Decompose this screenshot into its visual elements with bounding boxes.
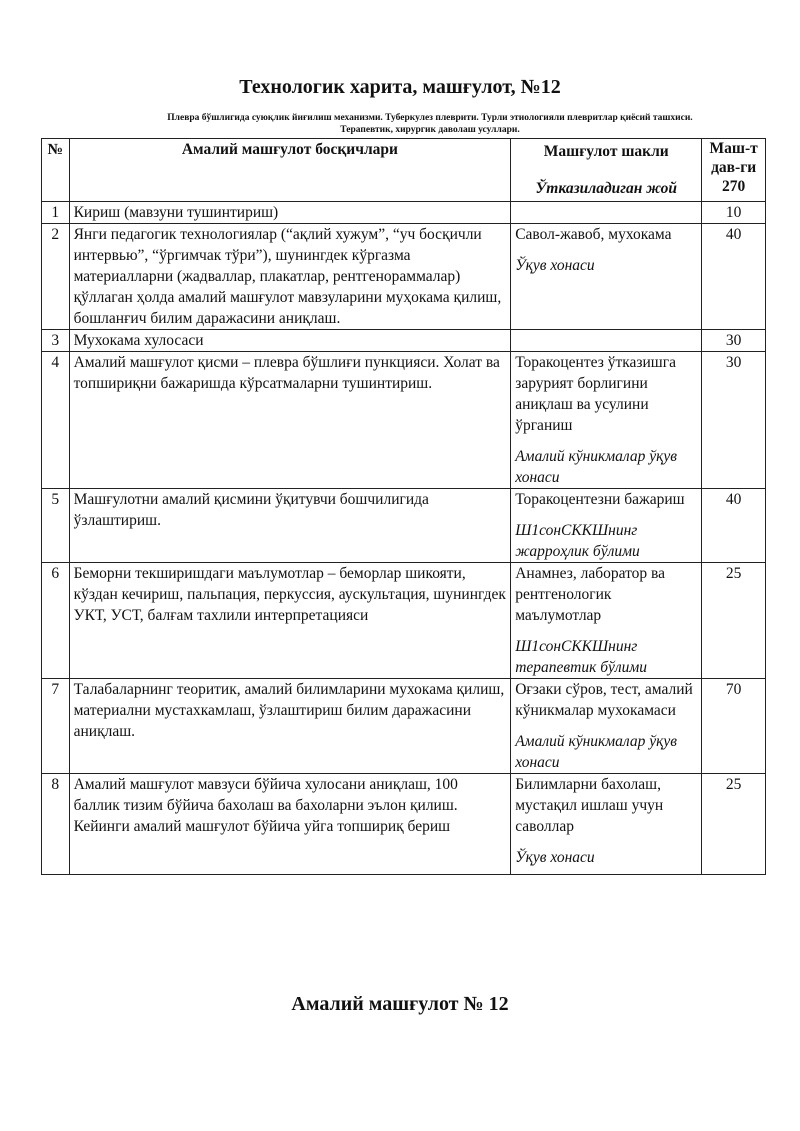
row-duration: 10 — [702, 202, 766, 224]
row-form — [511, 202, 702, 224]
row-place: Ўқув хонаси — [515, 849, 595, 866]
row-duration: 25 — [702, 563, 766, 679]
table-row — [42, 330, 766, 352]
table-row — [42, 489, 766, 563]
row-place: Амалий кўникмалар ўқув хонаси — [515, 448, 677, 486]
header-form-place — [511, 139, 702, 202]
header-duration-l1: Маш-т — [709, 140, 758, 157]
row-form-text: Анамнез, лаборатор ва рентгенологик маълумотлар — [515, 565, 666, 624]
row-form — [511, 679, 702, 774]
header-duration — [702, 139, 766, 202]
row-duration: 40 — [702, 224, 766, 330]
row-form — [511, 774, 702, 875]
table-row — [42, 352, 766, 489]
row-number: 5 — [42, 489, 70, 563]
row-stage: Амалий машғулот қисми – плевра бўшлиғи пункцияси. Холат ва топшириқни бажаришда кўрсатмаларни тушинтириш. — [69, 352, 511, 489]
row-place: Амалий кўникмалар ўқув хонаси — [515, 733, 677, 771]
row-place: Ш1сонСККШнинг жарроҳлик бўлими — [515, 522, 640, 560]
row-place: Ш1сонСККШнинг терапевтик бўлими — [515, 638, 648, 676]
row-form — [511, 489, 702, 563]
row-number: 3 — [42, 330, 70, 352]
document-title: Технологик харита, машғулот, №12 — [239, 76, 561, 98]
row-number: 7 — [42, 679, 70, 774]
row-place: Ўқув хонаси — [515, 257, 595, 274]
row-stage: Амалий машғулот мавзуси бўйича хулосани аниқлаш, 100 баллик тизим бўйича бахолаш ва бахоларни эълон қилиш. Кейинги амалий машғулот бўйича уйга топшириқ бериш — [69, 774, 511, 875]
row-form-text: Оғзаки сўров, тест, амалий кўникмалар мухокамаси — [515, 681, 693, 719]
row-form-text: Билимларни бахолаш, мустақил ишлаш учун саволлар — [515, 776, 664, 835]
header-stages: Амалий машғулот босқичлари — [69, 139, 511, 202]
row-stage: Талабаларнинг теоритик, амалий билимларини мухокама қилиш, материални мустахкамлаш, ўзлаштириш билим даражасини аниқлаш. — [69, 679, 511, 774]
row-number: 2 — [42, 224, 70, 330]
table-row — [42, 224, 766, 330]
row-number: 8 — [42, 774, 70, 875]
table-row — [42, 563, 766, 679]
header-duration-total: 270 — [722, 178, 746, 195]
row-duration: 70 — [702, 679, 766, 774]
row-duration: 25 — [702, 774, 766, 875]
row-form — [511, 352, 702, 489]
row-duration: 30 — [702, 330, 766, 352]
table-row — [42, 202, 766, 224]
row-number: 6 — [42, 563, 70, 679]
header-form: Машғулот шакли — [543, 143, 669, 160]
row-form — [511, 563, 702, 679]
section-title: Амалий машғулот № 12 — [291, 993, 509, 1015]
subtitle-line-1: Плевра бўшлигида суюқлик йиғилиш механизми. Туберкулез плеврити. Турли этиологияли плевритлар қиёсий ташхиси. — [167, 113, 693, 123]
header-duration-l2: дав-ги — [711, 159, 757, 176]
row-form — [511, 224, 702, 330]
row-stage: Машғулотни амалий қисмини ўқитувчи бошчилигида ўзлаштириш. — [69, 489, 511, 563]
row-form — [511, 330, 702, 352]
header-number: № — [42, 139, 70, 202]
header-place: Ўтказиладиган жой — [535, 180, 677, 197]
row-form-text: Савол-жавоб, мухокама — [515, 226, 672, 243]
row-number: 1 — [42, 202, 70, 224]
subtitle-line-2: Терапевтик, хирургик даволаш усуллари. — [340, 125, 520, 135]
document-subtitle — [110, 112, 750, 136]
table-row — [42, 774, 766, 875]
row-stage: Мухокама хулосаси — [69, 330, 511, 352]
row-number: 4 — [42, 352, 70, 489]
row-form-text: Торакоцентезни бажариш — [515, 491, 685, 508]
row-stage: Янги педагогик технологиялар (“ақлий хужум”, “уч босқичли интервью”, “ўргимчак тўри”), шунингдек кўргазма материалларни (жадваллар, плакатлар, рентгенораммалар) қўллаган ҳолда амалий машғулот мавзуларини муҳокама қилиш, бошланғич билим даражасини аниқлаш. — [69, 224, 511, 330]
row-stage: Беморни текширишдаги маълумотлар – беморлар шикояти, кўздан кечириш, пальпация, перкуссия, аускультация, шунингдек УКТ, УСТ, балғам тахлили интерпретацияси — [69, 563, 511, 679]
row-duration: 40 — [702, 489, 766, 563]
row-form-text: Торакоцентез ўтказишга зарурият борлигини аниқлаш ва усулини ўрганиш — [515, 354, 676, 434]
row-duration: 30 — [702, 352, 766, 489]
technology-map-table — [41, 138, 766, 875]
table-row — [42, 679, 766, 774]
table-header-row — [42, 139, 766, 202]
row-stage: Кириш (мавзуни тушинтириш) — [69, 202, 511, 224]
